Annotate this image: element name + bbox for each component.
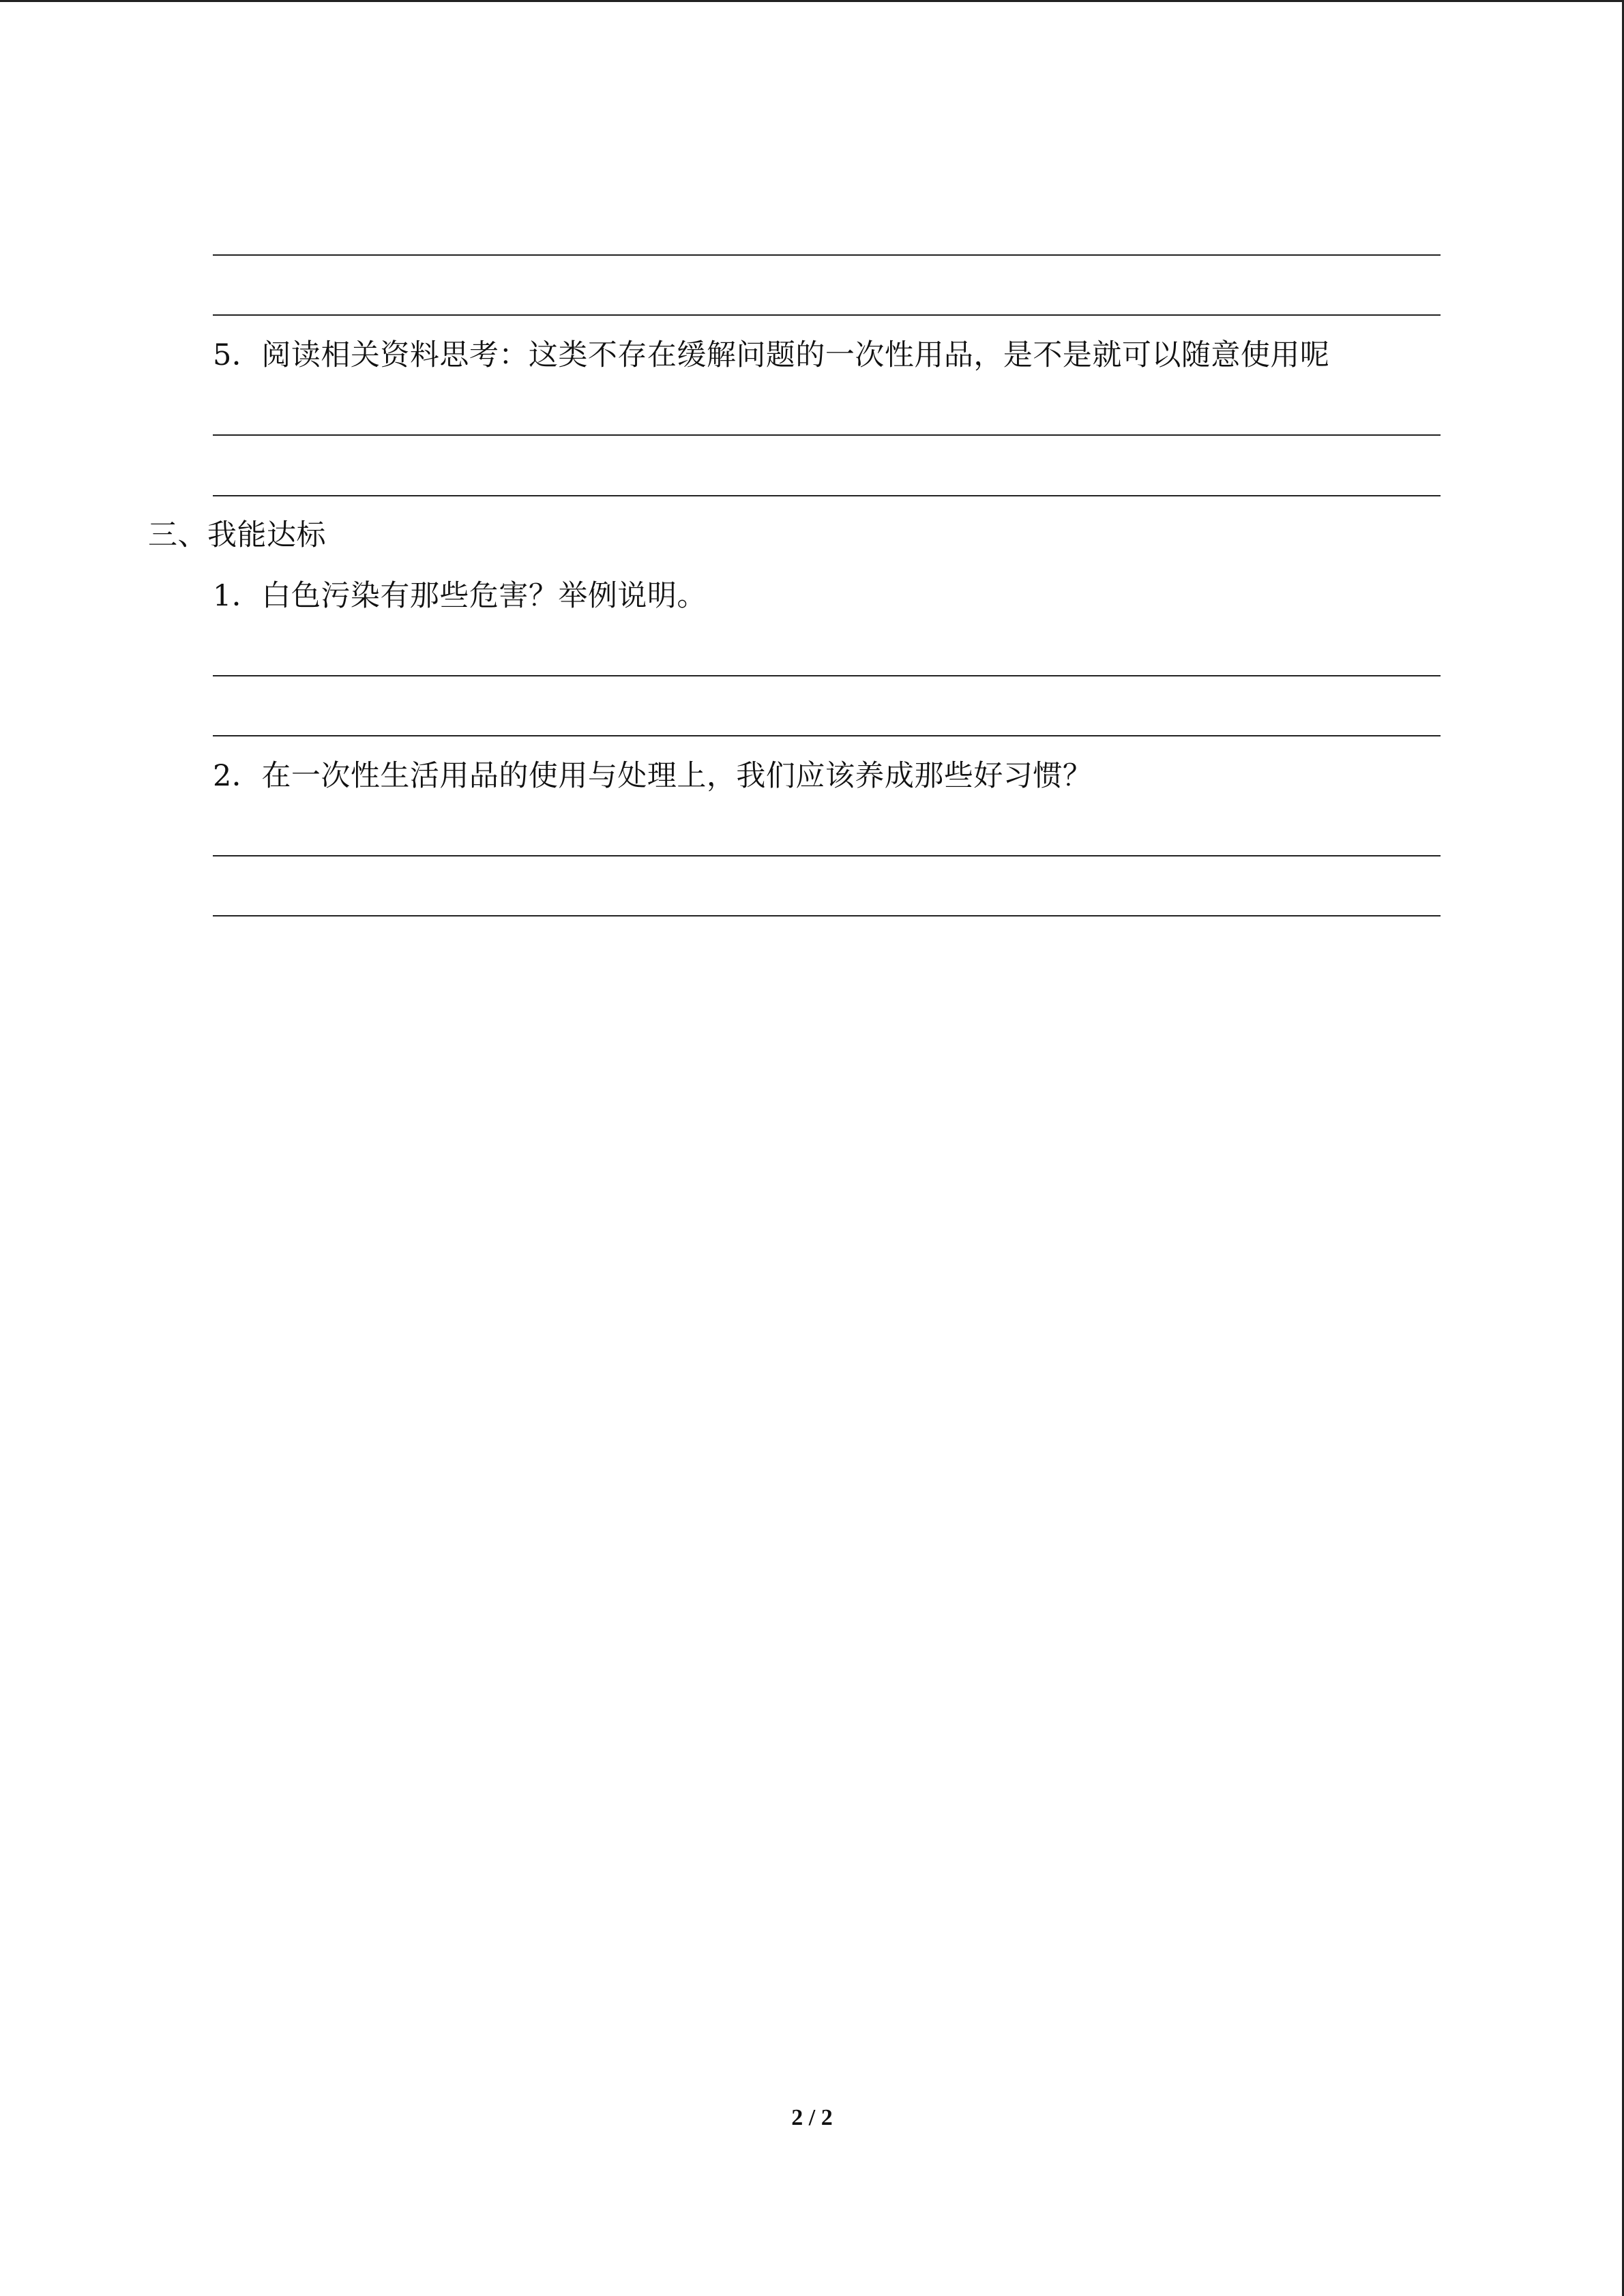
answer-line bbox=[213, 254, 1441, 256]
page-number: 2 / 2 bbox=[791, 2105, 833, 2130]
answer-line bbox=[213, 495, 1441, 496]
page-top-border bbox=[0, 0, 1624, 2]
question-5-text: 5．阅读相关资料思考：这类不存在缓解问题的一次性用品，是不是就可以随意使用呢 bbox=[213, 338, 1330, 372]
answer-line bbox=[213, 855, 1441, 856]
answer-line bbox=[213, 735, 1441, 736]
section-3-heading: 三、我能达标 bbox=[148, 518, 326, 552]
section-3-question-2-text: 2．在一次性生活用品的使用与处理上，我们应该养成那些好习惯？ bbox=[213, 759, 1093, 793]
answer-line bbox=[213, 434, 1441, 436]
answer-line bbox=[213, 314, 1441, 316]
answer-line bbox=[213, 675, 1441, 676]
answer-line bbox=[213, 915, 1441, 916]
section-3-question-1-text: 1．白色污染有那些危害？举例说明。 bbox=[213, 579, 707, 613]
